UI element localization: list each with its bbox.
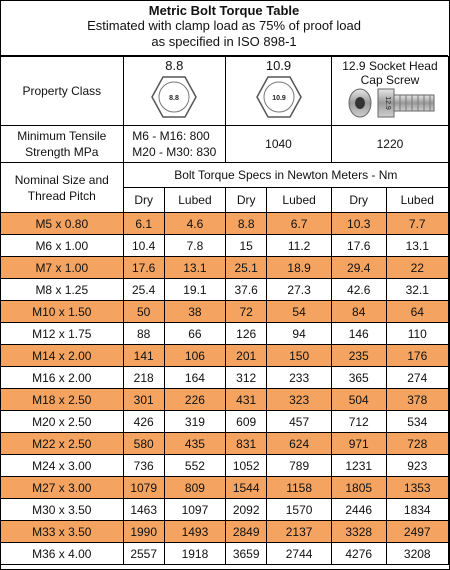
lubed-torque-cell: 378 [386, 389, 448, 411]
lubed-torque-cell: 4.6 [164, 213, 225, 235]
lubed-torque-cell: 150 [267, 345, 332, 367]
dry-torque-cell: 1052 [226, 455, 267, 477]
bolt-size-cell: M27 x 3.00 [1, 477, 124, 499]
lubed-torque-cell: 435 [164, 433, 225, 455]
lubed-torque-cell: 38 [164, 301, 225, 323]
col-header-lubed: Lubed [267, 188, 332, 213]
dry-torque-cell: 201 [226, 345, 267, 367]
dry-torque-cell: 17.6 [123, 257, 164, 279]
grade-10-9-label: 10.9 [265, 58, 292, 73]
table-row [1, 301, 449, 323]
dry-torque-cell: 1990 [123, 521, 164, 543]
socket-head-cap-screw-icon [340, 87, 440, 119]
tensile-strength-row [1, 126, 449, 163]
dry-torque-cell: 50 [123, 301, 164, 323]
col-header-dry: Dry [226, 188, 267, 213]
lubed-torque-cell: 323 [267, 389, 332, 411]
dry-torque-cell: 1544 [226, 477, 267, 499]
dry-torque-cell: 146 [331, 323, 386, 345]
lubed-torque-cell: 11.2 [267, 235, 332, 257]
torque-table [0, 56, 449, 565]
dry-torque-cell: 17.6 [331, 235, 386, 257]
lubed-torque-cell: 18.9 [267, 257, 332, 279]
lubed-torque-cell: 226 [164, 389, 225, 411]
grade-12-9-label: 12.9 Socket Head Cap Screw [342, 59, 438, 87]
dry-torque-cell: 25.1 [226, 257, 267, 279]
lubed-torque-cell: 1097 [164, 499, 225, 521]
lubed-torque-cell: 164 [164, 367, 225, 389]
lubed-torque-cell: 64 [386, 301, 448, 323]
hex-bolt-head-icon [151, 75, 197, 119]
grade-8-8-cell [123, 57, 226, 126]
bolt-size-cell: M16 x 2.00 [1, 367, 124, 389]
lubed-torque-cell: 2744 [267, 543, 332, 565]
bolt-size-cell: M33 x 3.50 [1, 521, 124, 543]
bolt-size-cell: M7 x 1.00 [1, 257, 124, 279]
col-header-lubed: Lubed [386, 188, 448, 213]
bolt-size-cell: M22 x 2.50 [1, 433, 124, 455]
table-row [1, 411, 449, 433]
bolt-size-cell: M12 x 1.75 [1, 323, 124, 345]
table-row [1, 235, 449, 257]
tensile-10-9-cell: 1040 [226, 126, 332, 163]
dry-torque-cell: 2849 [226, 521, 267, 543]
dry-torque-cell: 8.8 [226, 213, 267, 235]
lubed-torque-cell: 789 [267, 455, 332, 477]
dry-torque-cell: 3659 [226, 543, 267, 565]
lubed-torque-cell: 19.1 [164, 279, 225, 301]
lubed-torque-cell: 7.8 [164, 235, 225, 257]
lubed-torque-cell: 1353 [386, 477, 448, 499]
bolt-size-cell: M5 x 0.80 [1, 213, 124, 235]
bolt-size-cell: M30 x 3.50 [1, 499, 124, 521]
lubed-torque-cell: 457 [267, 411, 332, 433]
lubed-torque-cell: 923 [386, 455, 448, 477]
table-note: as specified in ISO 898-1 [151, 34, 297, 49]
dry-torque-cell: 15 [226, 235, 267, 257]
lubed-torque-cell: 552 [164, 455, 225, 477]
bolt-size-cell: M14 x 2.00 [1, 345, 124, 367]
table-row [1, 323, 449, 345]
lubed-torque-cell: 233 [267, 367, 332, 389]
grade-8-8-label: 8.8 [165, 58, 184, 73]
lubed-torque-cell: 2137 [267, 521, 332, 543]
table-row [1, 257, 449, 279]
lubed-torque-cell: 13.1 [386, 235, 448, 257]
lubed-torque-cell: 32.1 [386, 279, 448, 301]
dry-torque-cell: 2446 [331, 499, 386, 521]
dry-torque-cell: 2557 [123, 543, 164, 565]
table-row [1, 279, 449, 301]
dry-torque-cell: 126 [226, 323, 267, 345]
dry-torque-cell: 609 [226, 411, 267, 433]
dry-torque-cell: 29.4 [331, 257, 386, 279]
dry-torque-cell: 6.1 [123, 213, 164, 235]
nominal-size-header: Nominal Size and Thread Pitch [1, 163, 124, 213]
dry-torque-cell: 580 [123, 433, 164, 455]
dry-torque-cell: 831 [226, 433, 267, 455]
bolt-size-cell: M18 x 2.50 [1, 389, 124, 411]
col-header-lubed: Lubed [164, 188, 225, 213]
property-class-row [1, 57, 449, 126]
bolt-size-cell: M20 x 2.50 [1, 411, 124, 433]
dry-torque-cell: 10.4 [123, 235, 164, 257]
dry-torque-cell: 141 [123, 345, 164, 367]
lubed-torque-cell: 624 [267, 433, 332, 455]
lubed-torque-cell: 3208 [386, 543, 448, 565]
table-row [1, 499, 449, 521]
table-row [1, 521, 449, 543]
bolt-size-cell: M10 x 1.50 [1, 301, 124, 323]
lubed-torque-cell: 27.3 [267, 279, 332, 301]
dry-torque-cell: 971 [331, 433, 386, 455]
lubed-torque-cell: 274 [386, 367, 448, 389]
dry-torque-cell: 235 [331, 345, 386, 367]
table-row [1, 433, 449, 455]
table-row [1, 367, 449, 389]
bolt-size-cell: M24 x 3.00 [1, 455, 124, 477]
lubed-torque-cell: 106 [164, 345, 225, 367]
tensile-12-9-cell: 1220 [331, 126, 448, 163]
lubed-torque-cell: 1918 [164, 543, 225, 565]
dry-torque-cell: 10.3 [331, 213, 386, 235]
header-row [1, 163, 449, 188]
torque-spec-header: Bolt Torque Specs in Newton Meters - Nm [123, 163, 448, 188]
grade-12-9-head-mark: 12.9 [383, 96, 391, 110]
lubed-torque-cell: 1834 [386, 499, 448, 521]
dry-torque-cell: 1463 [123, 499, 164, 521]
table-row [1, 477, 449, 499]
dry-torque-cell: 25.4 [123, 279, 164, 301]
dry-torque-cell: 431 [226, 389, 267, 411]
dry-torque-cell: 37.6 [226, 279, 267, 301]
grade-10-9-cell [226, 57, 332, 126]
grade-12-9-cell [331, 57, 448, 126]
dry-torque-cell: 3328 [331, 521, 386, 543]
table-row [1, 345, 449, 367]
lubed-torque-cell: 94 [267, 323, 332, 345]
dry-torque-cell: 736 [123, 455, 164, 477]
table-title: Metric Bolt Torque Table [148, 3, 300, 18]
dry-torque-cell: 4276 [331, 543, 386, 565]
dry-torque-cell: 1079 [123, 477, 164, 499]
dry-torque-cell: 2092 [226, 499, 267, 521]
bolt-size-cell: M6 x 1.00 [1, 235, 124, 257]
lubed-torque-cell: 2497 [386, 521, 448, 543]
col-header-dry: Dry [123, 188, 164, 213]
property-class-label: Property Class [1, 57, 124, 126]
tensile-strength-label: Minimum Tensile Strength MPa [1, 126, 124, 163]
dry-torque-cell: 712 [331, 411, 386, 433]
title-block [0, 0, 448, 56]
dry-torque-cell: 1231 [331, 455, 386, 477]
dry-torque-cell: 426 [123, 411, 164, 433]
lubed-torque-cell: 66 [164, 323, 225, 345]
dry-torque-cell: 218 [123, 367, 164, 389]
dry-torque-cell: 84 [331, 301, 386, 323]
dry-torque-cell: 312 [226, 367, 267, 389]
bolt-size-cell: M36 x 4.00 [1, 543, 124, 565]
col-header-dry: Dry [331, 188, 386, 213]
tensile-8-8-line2: M20 - M30: 830 [132, 145, 217, 159]
tensile-8-8-cell [123, 126, 226, 163]
lubed-torque-cell: 319 [164, 411, 225, 433]
dry-torque-cell: 365 [331, 367, 386, 389]
lubed-torque-cell: 54 [267, 301, 332, 323]
dry-torque-cell: 504 [331, 389, 386, 411]
lubed-torque-cell: 809 [164, 477, 225, 499]
grade-10-9-head-mark: 10.9 [271, 95, 286, 102]
lubed-torque-cell: 7.7 [386, 213, 448, 235]
lubed-torque-cell: 728 [386, 433, 448, 455]
tensile-8-8-line1: M6 - M16: 800 [132, 129, 210, 143]
lubed-torque-cell: 1570 [267, 499, 332, 521]
lubed-torque-cell: 534 [386, 411, 448, 433]
table-subtitle: Estimated with clamp load as 75% of proof load [87, 18, 361, 33]
lubed-torque-cell: 1158 [267, 477, 332, 499]
lubed-torque-cell: 6.7 [267, 213, 332, 235]
hex-bolt-head-icon [256, 75, 302, 119]
grade-8-8-head-mark: 8.8 [169, 95, 180, 102]
lubed-torque-cell: 176 [386, 345, 448, 367]
table-row [1, 389, 449, 411]
dry-torque-cell: 301 [123, 389, 164, 411]
table-row [1, 213, 449, 235]
table-row [1, 543, 449, 565]
bolt-size-cell: M8 x 1.25 [1, 279, 124, 301]
lubed-torque-cell: 110 [386, 323, 448, 345]
lubed-torque-cell: 1493 [164, 521, 225, 543]
lubed-torque-cell: 13.1 [164, 257, 225, 279]
dry-torque-cell: 72 [226, 301, 267, 323]
dry-torque-cell: 88 [123, 323, 164, 345]
dry-torque-cell: 1805 [331, 477, 386, 499]
lubed-torque-cell: 22 [386, 257, 448, 279]
dry-torque-cell: 42.6 [331, 279, 386, 301]
table-row [1, 455, 449, 477]
